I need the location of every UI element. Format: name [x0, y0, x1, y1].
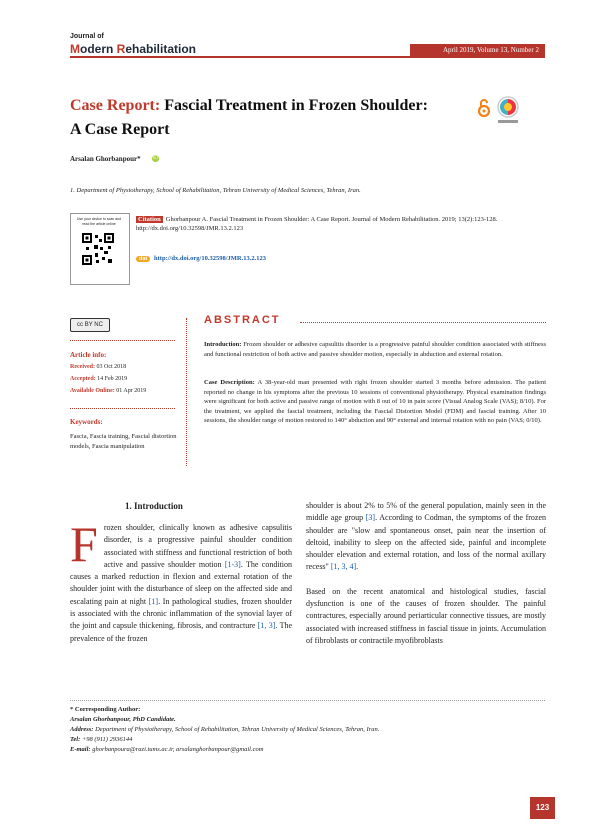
journal-name [70, 42, 196, 56]
right-column [306, 500, 546, 647]
affiliation: 1. Department of Physiotherapy, School of Rehabilitation, Tehran University of Medical Sciences, Tehran, Iran. [70, 187, 361, 194]
journal-label-top: Journal of [70, 33, 104, 40]
section-heading: 1. Introduction [125, 501, 183, 511]
intro-text-d: . The prevalence of the frozen [70, 621, 293, 643]
address-label: Address: [70, 726, 94, 733]
corresponding-address [70, 725, 379, 735]
corresponding-email [70, 745, 263, 755]
accepted-line [70, 376, 127, 382]
header-divider [70, 56, 545, 58]
qr-instruction: Use your device to scan and read the article online [76, 217, 122, 226]
keywords-heading: Keywords: [70, 418, 103, 426]
journal-name-m: M [70, 42, 80, 56]
intro-text-b: . The condition causes a marked reduction in flexion and external rotation of the shoulder joint with the disturbance of sleep on the affected side and escalating pain at night [70, 559, 292, 606]
tel-label: Tel: [70, 736, 81, 743]
right-paragraph-2: Based on the recent anatomical and histological studies, fascial dysfunction is one of the causes of frozen shoulder. The painful contractures, especially around periarticular connective tissues, are mostly associated with increased stiffness in fascial tissue in joints. Accumulation of fibroblasts or contractile myofibroblasts [306, 586, 546, 645]
email-text[interactable]: ghorbanpoura@razi.tums.ac.ir, arsalanghorbanpour@gmail.com [92, 746, 264, 753]
journal-name-post: ehabilitation [125, 42, 197, 56]
online-label: Available Online: [70, 388, 115, 394]
corresponding-name: Arsalan Ghorbanpour, PhD Candidate. [70, 716, 176, 723]
address-text: Department of Physiotherapy, School of Rehabilitation, Tehran University of Medical Sciences, Tehran, Iran. [95, 726, 380, 733]
case-label: Case Description: [204, 379, 255, 386]
corresponding-label: * Corresponding Author: [70, 706, 141, 713]
issue-banner: April 2019, Volume 13, Number 2 [410, 44, 545, 56]
corresponding-tel [70, 735, 132, 745]
reference-link[interactable]: [1-3] [224, 559, 241, 569]
reference-link[interactable]: [1, 3] [257, 621, 276, 631]
title-prefix: Case Report: [70, 97, 161, 114]
citation [136, 215, 546, 233]
received-line [70, 364, 126, 370]
reference-link[interactable]: [1, 3, 4] [330, 562, 357, 572]
intro-text-c: . In pathological studies, frozen shoulder is associated with the chronic inflammation of the synovial layer of the joint and capsule thickening, fibrosis, and contracture [70, 596, 292, 631]
qr-code-icon[interactable] [82, 233, 114, 265]
journal-name-mid: odern [80, 42, 117, 56]
doi-url[interactable]: http://dx.doi.org/10.32598/JMR.13.2.123 [154, 255, 266, 262]
reference-link[interactable]: [3] [365, 513, 376, 523]
doi-link[interactable] [136, 255, 266, 262]
sidebar-divider [70, 408, 175, 410]
email-label: E-mail: [70, 746, 91, 753]
abstract-rule [300, 322, 546, 324]
citation-text: Ghorbanpour A. Fascial Treatment in Frozen Shoulder: A Case Report. Journal of Modern Rehabilitation. 2019; 13(2):123-128. http://dx.doi.org/10.32598/JMR.13.2.123 [136, 216, 498, 232]
left-column [70, 516, 293, 645]
accepted-date: 14 Feb 2019 [97, 376, 128, 382]
author-name: Arsalan Ghorbanpour* [70, 155, 141, 163]
right-text-b: . According to Codman, the symptoms of the frozen shoulder are "slow and spontaneous onset, pain near the insertion of deltoid, inability to sleep on the affected side, painful and incomplete shoulder elevation and external rotation, and loss of the normal axillary recess" [306, 513, 547, 572]
cc-license-badge[interactable]: cc BY NC [70, 318, 110, 332]
right-text-a: shoulder is about 2% to 5% of the general population, mainly seen in the middle age group [306, 501, 546, 523]
intro-text: Frozen shoulder or adhesive capsulitis disorder is a progressive painful shoulder condition associated with stiffness and functional restriction of both active and passive shoulder motion, especially in abduction and external rotation. [204, 341, 547, 358]
accepted-label: Accepted: [70, 376, 96, 382]
sidebar-divider [70, 340, 175, 342]
article-title [70, 94, 440, 142]
received-label: Received: [70, 364, 95, 370]
page-number: 123 [530, 797, 555, 819]
abstract-divider [186, 318, 188, 466]
journal-name-r: R [116, 42, 126, 56]
title-main: Fascial Treatment in Frozen Shoulder: A Case Report [70, 97, 428, 138]
abstract-introduction [204, 340, 546, 359]
crossmark-icon[interactable] [496, 96, 520, 126]
reference-link[interactable]: [1] [148, 596, 159, 606]
article-info-heading: Article info: [70, 351, 107, 359]
abstract-heading: ABSTRACT [204, 314, 281, 326]
intro-text-a: rozen shoulder, clinically known as adhesive capsulitis disorder, is a progressive painful shoulder condition associated with stiffness and functional restriction of both active and passive shoulder motion [103, 523, 292, 569]
online-date: 01 Apr 2019 [116, 388, 147, 394]
received-date: 03 Oct 2018 [96, 364, 127, 370]
footnote-divider [70, 700, 545, 702]
open-access-icon [477, 98, 491, 117]
doi-icon: doi [136, 256, 150, 262]
citation-label: Citation [138, 216, 161, 223]
dropcap: F [70, 516, 98, 572]
online-line [70, 388, 146, 394]
case-text: A 38-year-old man presented with right frozen shoulder started 3 months before admission. The patient reported no change in his symptoms after the previous 10 sessions of conventional physiotherapy. Physical examination findings were significant for both active and passive range of motion with 8 out of 10 in pain score (Visual Analog Scale (VAS); 8/10). For the treatment, we applied the fascial treatment, including the Fascial Distortion Model (FDM) and fascial training. After 10 sessions, the shoulder range of motion restored to 140° abduction and 90° external and internal rotation with no pain (VAS; 0/10). [204, 379, 546, 425]
intro-label: Introduction: [204, 341, 242, 348]
orcid-icon[interactable]: iD [153, 155, 158, 161]
abstract-case [204, 378, 546, 426]
right-text-c: . [356, 562, 359, 572]
keywords-list: Fascia, Fascia training, Fascial distortion models, Fascia manipulation [70, 433, 177, 450]
tel-text: +98 (911) 2936144 [81, 736, 133, 743]
